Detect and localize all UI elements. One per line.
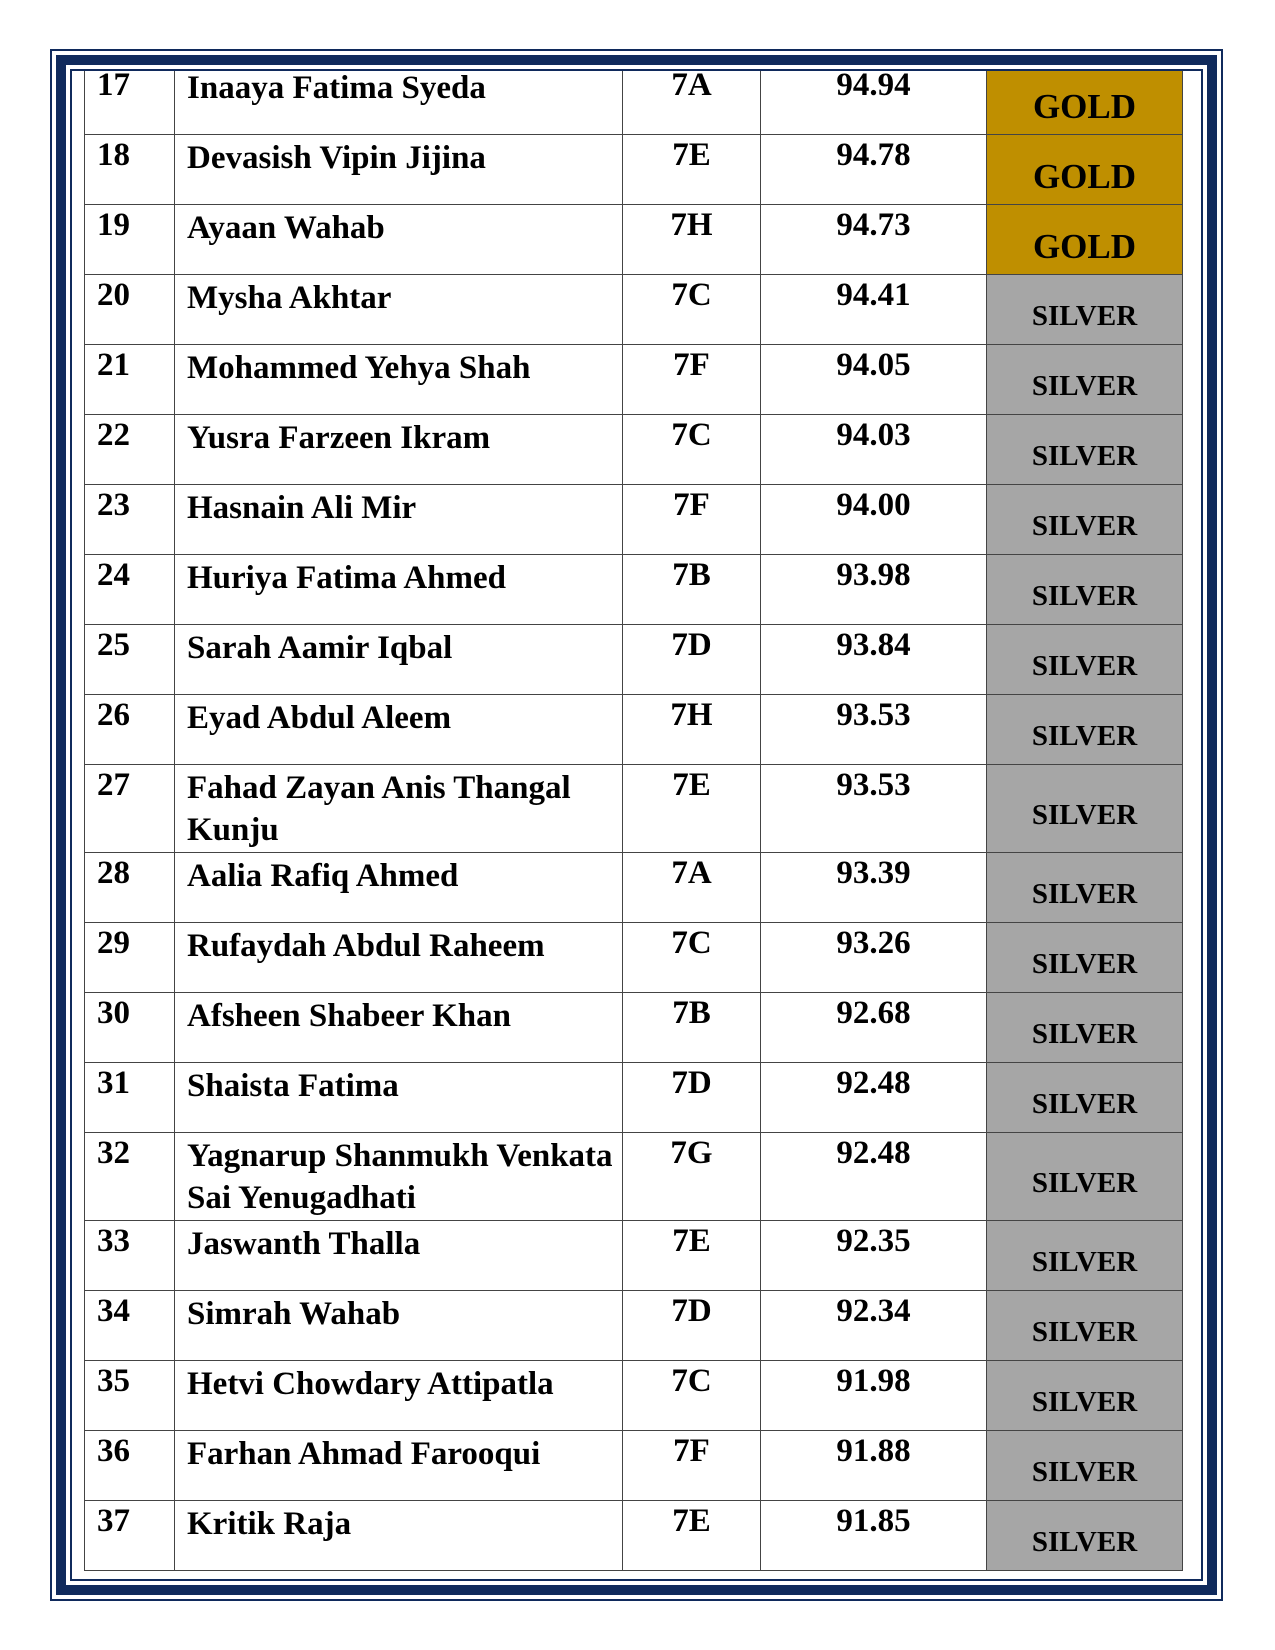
table-row <box>85 853 1183 923</box>
score-cell: 91.85 <box>761 1501 987 1571</box>
table-row <box>85 71 1183 135</box>
table-row <box>85 1361 1183 1431</box>
class-cell: 7C <box>623 923 761 993</box>
award-cell: SILVER <box>987 765 1183 853</box>
student-name-cell: Afsheen Shabeer Khan <box>175 993 623 1063</box>
award-cell: SILVER <box>987 853 1183 923</box>
award-cell: GOLD <box>987 205 1183 275</box>
student-name-cell: Shaista Fatima <box>175 1063 623 1133</box>
class-cell: 7E <box>623 1501 761 1571</box>
table-row <box>85 555 1183 625</box>
table-row <box>85 1221 1183 1291</box>
class-cell: 7G <box>623 1133 761 1221</box>
student-name-cell: Yagnarup Shanmukh Venkata Sai Yenugadhati <box>175 1133 623 1221</box>
table-row <box>85 205 1183 275</box>
score-cell: 92.48 <box>761 1063 987 1133</box>
table-row <box>85 625 1183 695</box>
student-name-cell: Ayaan Wahab <box>175 205 623 275</box>
score-cell: 92.34 <box>761 1291 987 1361</box>
class-cell: 7D <box>623 1291 761 1361</box>
rank-cell: 31 <box>85 1063 175 1133</box>
table-row <box>85 415 1183 485</box>
award-cell: SILVER <box>987 923 1183 993</box>
award-cell: SILVER <box>987 993 1183 1063</box>
rank-cell: 20 <box>85 275 175 345</box>
rank-cell: 34 <box>85 1291 175 1361</box>
score-cell: 93.26 <box>761 923 987 993</box>
score-cell: 92.68 <box>761 993 987 1063</box>
score-cell: 94.94 <box>761 71 987 135</box>
class-cell: 7E <box>623 135 761 205</box>
score-cell: 93.84 <box>761 625 987 695</box>
rank-cell: 30 <box>85 993 175 1063</box>
table-row <box>85 1133 1183 1221</box>
student-name-cell: Farhan Ahmad Farooqui <box>175 1431 623 1501</box>
class-cell: 7D <box>623 625 761 695</box>
rank-cell: 37 <box>85 1501 175 1571</box>
score-cell: 94.41 <box>761 275 987 345</box>
class-cell: 7F <box>623 345 761 415</box>
score-cell: 93.53 <box>761 695 987 765</box>
award-cell: SILVER <box>987 625 1183 695</box>
award-cell: SILVER <box>987 345 1183 415</box>
score-cell: 94.03 <box>761 415 987 485</box>
results-table-body <box>85 71 1183 1571</box>
score-cell: 92.48 <box>761 1133 987 1221</box>
results-table <box>84 71 1183 1571</box>
rank-cell: 24 <box>85 555 175 625</box>
score-cell: 92.35 <box>761 1221 987 1291</box>
score-cell: 93.53 <box>761 765 987 853</box>
student-name-cell: Mohammed Yehya Shah <box>175 345 623 415</box>
table-row <box>85 135 1183 205</box>
table-row <box>85 345 1183 415</box>
rank-cell: 21 <box>85 345 175 415</box>
table-row <box>85 1431 1183 1501</box>
class-cell: 7F <box>623 485 761 555</box>
class-cell: 7A <box>623 853 761 923</box>
rank-cell: 29 <box>85 923 175 993</box>
table-row <box>85 923 1183 993</box>
award-cell: SILVER <box>987 415 1183 485</box>
student-name-cell: Yusra Farzeen Ikram <box>175 415 623 485</box>
student-name-cell: Fahad Zayan Anis Thangal Kunju <box>175 765 623 853</box>
student-name-cell: Hetvi Chowdary Attipatla <box>175 1361 623 1431</box>
score-cell: 93.98 <box>761 555 987 625</box>
class-cell: 7E <box>623 1221 761 1291</box>
student-name-cell: Inaaya Fatima Syeda <box>175 71 623 135</box>
rank-cell: 26 <box>85 695 175 765</box>
table-row <box>85 1063 1183 1133</box>
class-cell: 7H <box>623 695 761 765</box>
table-row <box>85 275 1183 345</box>
table-row <box>85 1291 1183 1361</box>
award-cell: SILVER <box>987 695 1183 765</box>
score-cell: 94.78 <box>761 135 987 205</box>
table-row <box>85 765 1183 853</box>
award-cell: SILVER <box>987 1133 1183 1221</box>
class-cell: 7E <box>623 765 761 853</box>
student-name-cell: Sarah Aamir Iqbal <box>175 625 623 695</box>
table-row <box>85 1501 1183 1571</box>
student-name-cell: Jaswanth Thalla <box>175 1221 623 1291</box>
class-cell: 7A <box>623 71 761 135</box>
rank-cell: 28 <box>85 853 175 923</box>
table-row <box>85 993 1183 1063</box>
award-cell: GOLD <box>987 71 1183 135</box>
student-name-cell: Kritik Raja <box>175 1501 623 1571</box>
class-cell: 7C <box>623 275 761 345</box>
award-cell: SILVER <box>987 275 1183 345</box>
score-cell: 91.88 <box>761 1431 987 1501</box>
award-cell: SILVER <box>987 1431 1183 1501</box>
table-row <box>85 695 1183 765</box>
student-name-cell: Hasnain Ali Mir <box>175 485 623 555</box>
table-row <box>85 485 1183 555</box>
award-cell: SILVER <box>987 1063 1183 1133</box>
student-name-cell: Mysha Akhtar <box>175 275 623 345</box>
rank-cell: 23 <box>85 485 175 555</box>
rank-cell: 18 <box>85 135 175 205</box>
score-cell: 93.39 <box>761 853 987 923</box>
score-cell: 94.00 <box>761 485 987 555</box>
student-name-cell: Simrah Wahab <box>175 1291 623 1361</box>
class-cell: 7C <box>623 415 761 485</box>
award-cell: SILVER <box>987 485 1183 555</box>
award-cell: SILVER <box>987 1221 1183 1291</box>
class-cell: 7F <box>623 1431 761 1501</box>
class-cell: 7B <box>623 993 761 1063</box>
student-name-cell: Devasish Vipin Jijina <box>175 135 623 205</box>
class-cell: 7H <box>623 205 761 275</box>
student-name-cell: Huriya Fatima Ahmed <box>175 555 623 625</box>
rank-cell: 36 <box>85 1431 175 1501</box>
rank-cell: 33 <box>85 1221 175 1291</box>
results-sheet <box>72 71 1201 1579</box>
score-cell: 94.05 <box>761 345 987 415</box>
class-cell: 7B <box>623 555 761 625</box>
rank-cell: 32 <box>85 1133 175 1221</box>
award-cell: SILVER <box>987 1291 1183 1361</box>
award-cell: SILVER <box>987 1361 1183 1431</box>
rank-cell: 22 <box>85 415 175 485</box>
rank-cell: 19 <box>85 205 175 275</box>
rank-cell: 27 <box>85 765 175 853</box>
student-name-cell: Aalia Rafiq Ahmed <box>175 853 623 923</box>
award-cell: GOLD <box>987 135 1183 205</box>
score-cell: 91.98 <box>761 1361 987 1431</box>
score-cell: 94.73 <box>761 205 987 275</box>
award-cell: SILVER <box>987 555 1183 625</box>
rank-cell: 35 <box>85 1361 175 1431</box>
class-cell: 7C <box>623 1361 761 1431</box>
student-name-cell: Eyad Abdul Aleem <box>175 695 623 765</box>
award-cell: SILVER <box>987 1501 1183 1571</box>
student-name-cell: Rufaydah Abdul Raheem <box>175 923 623 993</box>
rank-cell: 25 <box>85 625 175 695</box>
class-cell: 7D <box>623 1063 761 1133</box>
rank-cell: 17 <box>85 71 175 135</box>
